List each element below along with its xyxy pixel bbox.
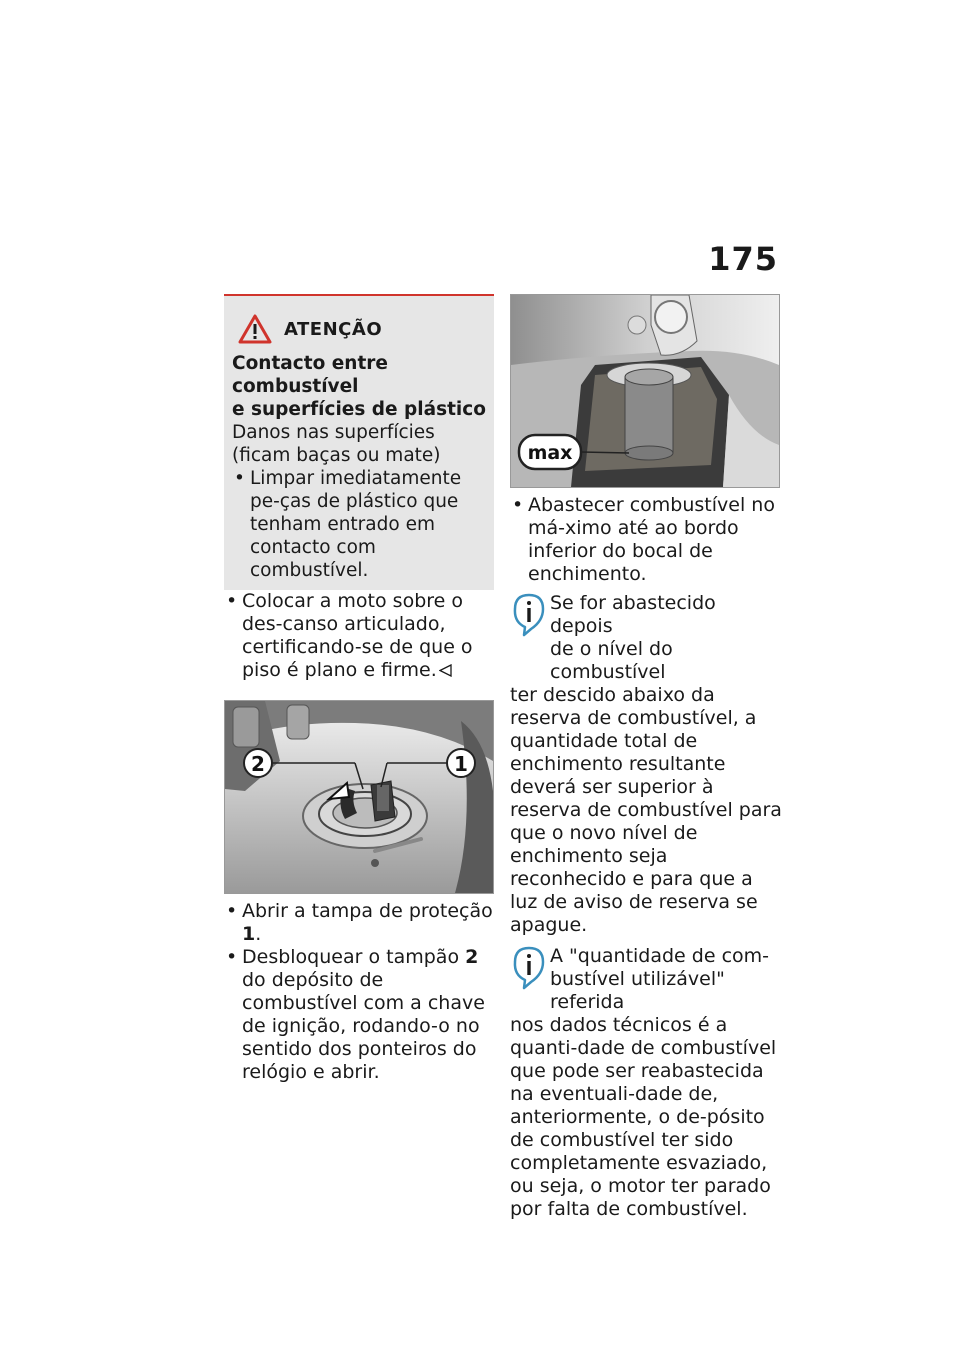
warning-box	[224, 294, 494, 590]
step-item	[224, 900, 494, 946]
figure-max-label: max	[527, 442, 573, 464]
end-of-section-icon	[439, 664, 452, 677]
fuel-cap-illustration	[225, 701, 493, 893]
step-item	[510, 494, 782, 586]
step-text: Desbloquear o tampão	[242, 946, 466, 968]
figure-reference: 2	[465, 946, 479, 968]
fuel-cap-figure	[224, 700, 494, 894]
info-icon	[510, 592, 548, 638]
note-text-body: ter descido abaixo da reserva de combustível, a quantidade total de enchimento resultante deverá ser superior à reserva de combustível para que o novo nível de enchimento seja reconhecido e para que a luz de aviso de reserva se apague.	[510, 684, 782, 936]
warning-subject-line2: e superfícies de plástico	[232, 399, 486, 420]
step-list-3	[510, 494, 782, 586]
warning-consequence: Danos nas superfícies (ficam baças ou mate)	[232, 422, 441, 466]
step-text: .	[255, 923, 262, 945]
info-icon	[510, 945, 548, 991]
step-text: Colocar a moto sobre o des-canso articulado, certificando-se de que o piso é plano e firme.	[242, 590, 473, 681]
warning-actions	[232, 467, 486, 582]
info-note-1	[510, 592, 782, 937]
step-list-1	[224, 590, 494, 682]
note-text-body: nos dados técnicos é a quanti-dade de combustível que pode ser reabastecida na eventuali-dade de, anteriormente, o de-pósito de combustível ter sido completamente esvaziado, ou seja, o motor ter parado por falta de combustível.	[510, 1014, 777, 1220]
step-list-2	[224, 900, 494, 1084]
note-text-line2: de o nível do combustível	[550, 638, 673, 683]
figure-callout-1: 1	[454, 752, 468, 776]
left-column	[224, 294, 494, 1084]
filler-neck-illustration	[511, 295, 779, 487]
info-note-2	[510, 945, 782, 1221]
filler-neck-figure	[510, 294, 780, 488]
warning-triangle-icon	[238, 314, 272, 344]
warning-title: ATENÇÃO	[284, 318, 383, 340]
step-item	[224, 590, 494, 682]
step-text: Abrir a tampa de proteção	[242, 900, 493, 922]
step-item	[224, 946, 494, 1084]
note-text-line1: A "quantidade de com-	[550, 945, 770, 967]
warning-action-item	[232, 467, 486, 582]
figure-reference: 1	[242, 923, 256, 945]
page-number: 175	[708, 240, 778, 278]
warning-header	[238, 314, 486, 344]
step-text: Abastecer combustível no má-ximo até ao bordo inferior do bocal de enchimento.	[528, 494, 775, 585]
warning-subject-line1: Contacto entre combustível	[232, 353, 388, 397]
step-text: do depósito de combustível com a chave de ignição, rodando-o no sentido dos ponteiros do relógio e abrir.	[242, 969, 485, 1083]
note-text-line1: Se for abastecido depois	[550, 592, 716, 637]
warning-action-text: Limpar imediatamente pe-ças de plástico que tenham entrado em contacto com combustível.	[250, 468, 462, 581]
figure-callout-2: 2	[251, 752, 265, 776]
note-text-line2: bustível utilizável" referida	[550, 968, 725, 1013]
right-column	[510, 294, 782, 1221]
